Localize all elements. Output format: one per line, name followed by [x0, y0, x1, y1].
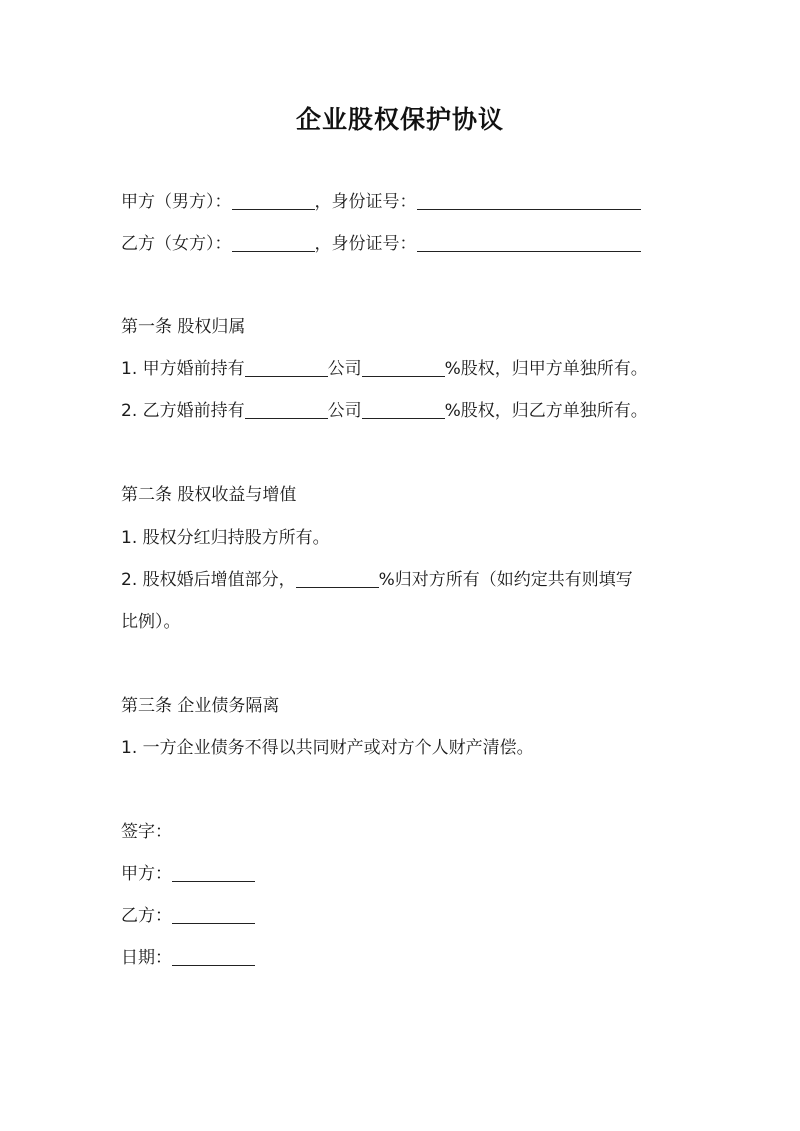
signature-party-b-blank[interactable] [172, 905, 255, 924]
document-title: 企业股权保护协议 [295, 105, 504, 134]
party-b-line [121, 232, 641, 256]
article-1-item-2-text-b: 公司 [327, 401, 362, 421]
article-2-item-2-text-b: %归对方所有（如约定共有则填写 [378, 570, 633, 590]
party-a-name-blank[interactable] [232, 191, 315, 210]
article-1-item-1-text-a: 1. 甲方婚前持有 [121, 359, 245, 379]
article-1-item-1-text-c: %股权，归甲方单独所有。 [444, 359, 648, 379]
article-1-item-1-text-b: 公司 [327, 359, 362, 379]
party-b-id-label: ，身份证号： [314, 234, 417, 254]
article-2-item-2-text-a: 2. 股权婚后增值部分， [121, 570, 296, 590]
signature-party-b [121, 904, 255, 928]
signature-date-blank[interactable] [172, 947, 255, 966]
party-a-share-blank[interactable] [362, 358, 445, 377]
signature-date-label: 日期： [121, 948, 172, 968]
article-1-item-2-text-c: %股权，归乙方单独所有。 [444, 401, 648, 421]
signature-party-b-label: 乙方： [121, 906, 172, 926]
article-1-item-1 [121, 357, 648, 381]
party-b-label: 乙方（女方）： [121, 234, 232, 254]
signature-date [121, 946, 255, 970]
signature-heading: 签字： [121, 822, 172, 842]
party-b-id-blank[interactable] [417, 233, 641, 252]
party-a-id-label: ，身份证号： [314, 192, 417, 212]
appreciation-share-blank[interactable] [296, 569, 379, 588]
party-b-company-blank[interactable] [245, 400, 328, 419]
party-b-name-blank[interactable] [232, 233, 315, 252]
signature-party-a-blank[interactable] [172, 863, 255, 882]
party-a-id-blank[interactable] [417, 191, 641, 210]
party-a-label: 甲方（男方）： [121, 192, 232, 212]
article-2-item-2-continued: 比例）。 [121, 612, 181, 632]
signature-party-a-label: 甲方： [121, 864, 172, 884]
article-1-item-2-text-a: 2. 乙方婚前持有 [121, 401, 245, 421]
article-2-item-2 [121, 568, 633, 592]
article-3-heading: 第三条 企业债务隔离 [121, 696, 280, 716]
party-a-line [121, 190, 641, 214]
article-2-heading: 第二条 股权收益与增值 [121, 485, 297, 505]
article-3-item-1: 1. 一方企业债务不得以共同财产或对方个人财产清偿。 [121, 738, 534, 758]
party-a-company-blank[interactable] [245, 358, 328, 377]
signature-party-a [121, 862, 255, 886]
article-1-heading: 第一条 股权归属 [121, 317, 246, 337]
article-2-item-1: 1. 股权分红归持股方所有。 [121, 528, 330, 548]
article-1-item-2 [121, 399, 648, 423]
party-b-share-blank[interactable] [362, 400, 445, 419]
